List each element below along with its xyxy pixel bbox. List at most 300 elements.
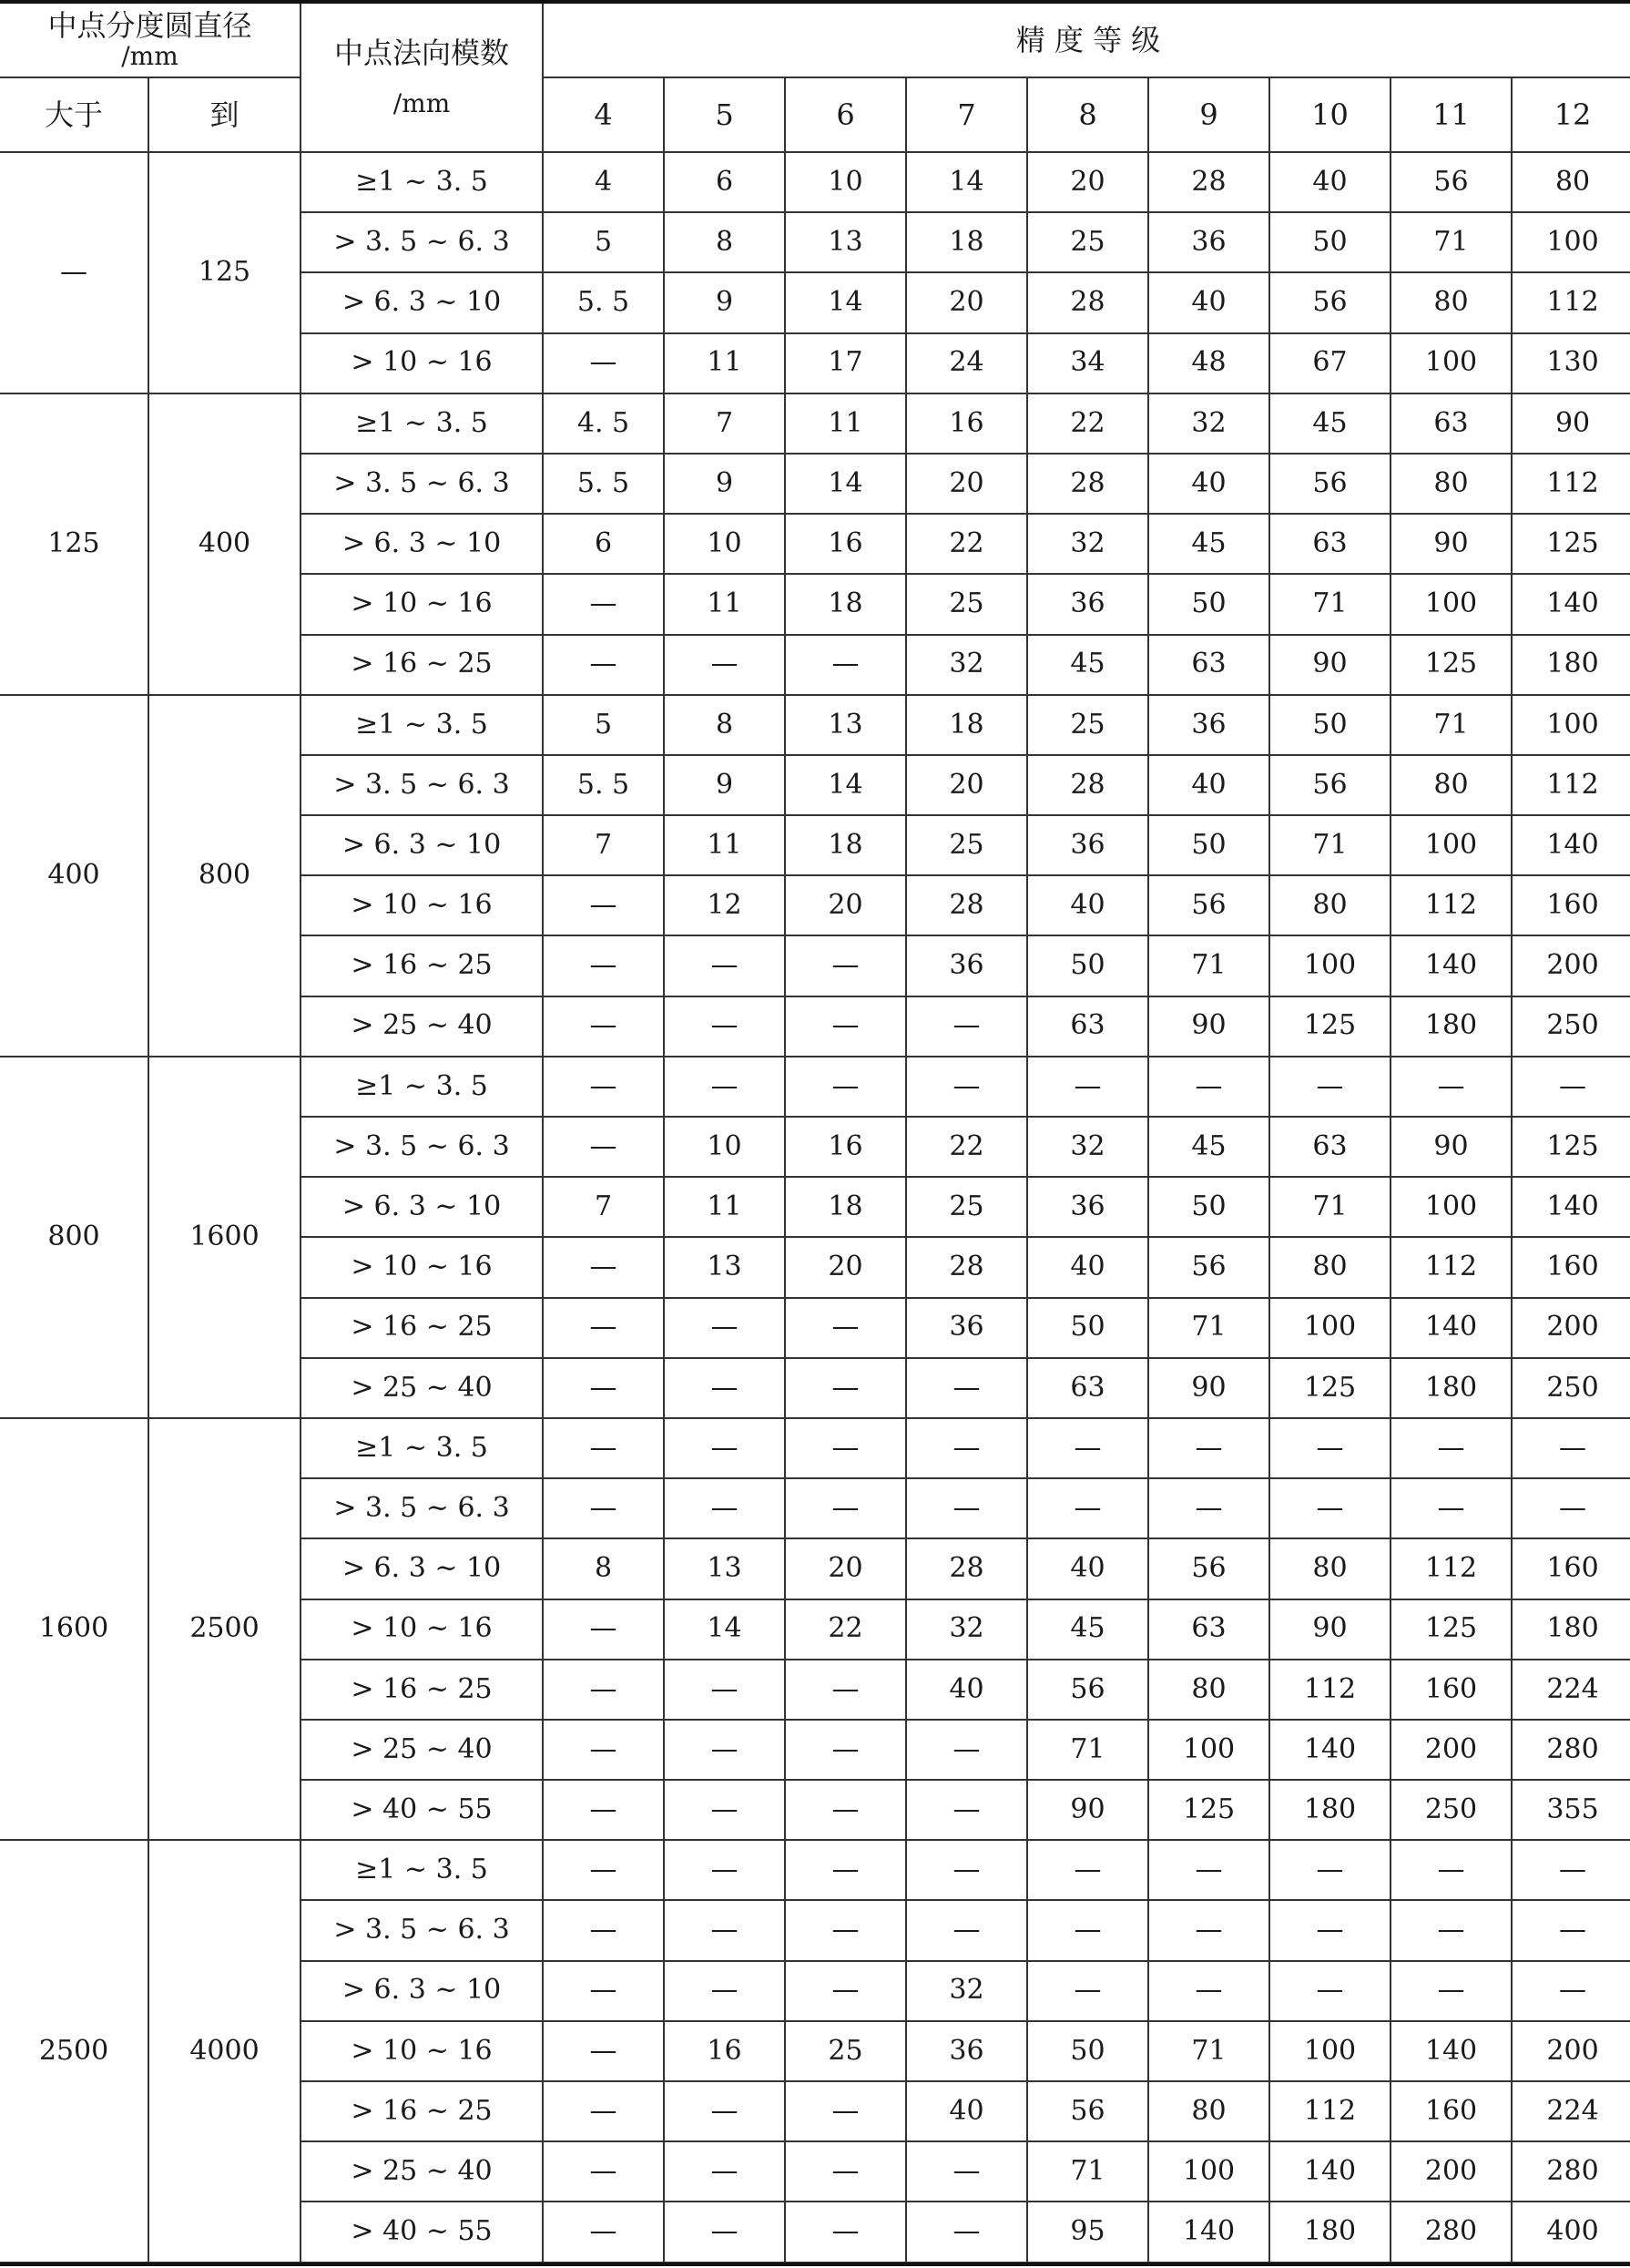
tolerance-value-cell: — [543,333,664,393]
tolerance-value-cell: — [906,2202,1027,2262]
tolerance-value-cell: 71 [1391,212,1512,272]
table-bottom-rule [0,2263,1630,2266]
tolerance-value-cell: — [664,2202,785,2262]
tolerance-value-cell: 22 [1027,393,1148,454]
grade-header-title: 精 度 等 级 [1015,22,1161,57]
module-range-cell: ≥1 ~ 3. 5 [301,393,543,454]
module-range-cell: ≥1 ~ 3. 5 [301,1840,543,1900]
tolerance-value-cell: — [543,1961,664,2021]
tolerance-value-cell: 100 [1269,935,1391,996]
tolerance-value-cell: 80 [1391,454,1512,514]
module-range-cell: ≥1 ~ 3. 5 [301,152,543,212]
tolerance-value-cell: 32 [906,1599,1027,1660]
tolerance-value-cell: — [664,2081,785,2141]
tolerance-value-cell: 12 [664,875,785,935]
grade-column-header: 10 [1269,77,1391,152]
tolerance-value-cell: — [1391,1840,1512,1900]
tolerance-value-cell: — [1148,1418,1269,1478]
tolerance-value-cell: — [1512,1057,1630,1117]
tolerance-value-cell: — [785,2141,906,2202]
tolerance-value-cell: 160 [1512,1237,1630,1297]
tolerance-table [0,4,1630,2263]
tolerance-value-cell: — [906,1840,1027,1900]
tolerance-value-cell: 71 [1027,1720,1148,1780]
tolerance-value-cell: — [1148,1900,1269,1960]
tolerance-value-cell: 18 [906,212,1027,272]
tolerance-value-cell: — [1148,1840,1269,1900]
tolerance-value-cell: — [1027,1900,1148,1960]
tolerance-value-cell: 28 [1027,272,1148,332]
tolerance-value-cell: 25 [785,2021,906,2081]
module-range-cell: > 10 ~ 16 [301,2021,543,2081]
tolerance-value-cell: 125 [1512,514,1630,574]
tolerance-value-cell: 71 [1269,815,1391,875]
tolerance-value-cell: — [1269,1478,1391,1538]
tolerance-value-cell: 100 [1269,2021,1391,2081]
tolerance-value-cell: 32 [1027,1117,1148,1177]
diameter-header-title: 中点分度圆直径 [47,7,252,43]
tolerance-value-cell: — [1027,1840,1148,1900]
tolerance-value-cell: 45 [1269,393,1391,454]
tolerance-value-cell: 7 [664,393,785,454]
tolerance-value-cell: 160 [1512,1538,1630,1599]
tolerance-value-cell: 100 [1391,1177,1512,1237]
tolerance-value-cell: 63 [1027,1358,1148,1418]
tolerance-value-cell: 112 [1269,1660,1391,1720]
tolerance-value-cell: 13 [664,1237,785,1297]
tolerance-value-cell: — [543,1057,664,1117]
tolerance-value-cell: — [1269,1057,1391,1117]
tolerance-value-cell: 5. 5 [543,454,664,514]
tolerance-value-cell: 80 [1148,1660,1269,1720]
module-range-cell: > 16 ~ 25 [301,2081,543,2141]
tolerance-value-cell: — [543,875,664,935]
tolerance-value-cell: — [906,2141,1027,2202]
tolerance-value-cell: 125 [1512,1117,1630,1177]
tolerance-value-cell: 28 [906,1538,1027,1599]
tolerance-value-cell: 28 [1027,454,1148,514]
tolerance-value-cell: 160 [1391,1660,1512,1720]
tolerance-value-cell: 17 [785,333,906,393]
tolerance-value-cell: 90 [1027,1780,1148,1840]
tolerance-value-cell: 112 [1512,755,1630,815]
tolerance-value-cell: 80 [1391,755,1512,815]
tolerance-value-cell: 200 [1391,1720,1512,1780]
tolerance-value-cell: 16 [906,393,1027,454]
tolerance-value-cell: 18 [906,695,1027,755]
tolerance-value-cell: 20 [785,1538,906,1599]
tolerance-value-cell: — [906,1358,1027,1418]
tolerance-value-cell: 14 [664,1599,785,1660]
module-range-cell: > 3. 5 ~ 6. 3 [301,755,543,815]
tolerance-value-cell: — [785,1900,906,1960]
tolerance-value-cell: — [785,996,906,1057]
tolerance-value-cell: 20 [906,454,1027,514]
tolerance-value-cell: 28 [1027,755,1148,815]
tolerance-value-cell: — [785,1358,906,1418]
tolerance-value-cell: — [785,2202,906,2262]
tolerance-value-cell: — [1269,1961,1391,2021]
tolerance-value-cell: 112 [1512,272,1630,332]
tolerance-value-cell: 14 [906,152,1027,212]
module-range-cell: > 16 ~ 25 [301,1660,543,1720]
tolerance-value-cell: 34 [1027,333,1148,393]
over-header: 大于 [0,77,148,152]
tolerance-value-cell: 125 [1269,996,1391,1057]
tolerance-value-cell: — [543,996,664,1057]
tolerance-value-cell: 50 [1027,1298,1148,1358]
tolerance-value-cell: 25 [906,1177,1027,1237]
tolerance-value-cell: — [664,1358,785,1418]
tolerance-value-cell: — [785,1780,906,1840]
tolerance-value-cell: 32 [1027,514,1148,574]
module-range-cell: > 6. 3 ~ 10 [301,272,543,332]
tolerance-value-cell: 36 [1148,212,1269,272]
tolerance-value-cell: 11 [664,574,785,634]
to-header: 到 [148,77,301,152]
diameter-to-cell: 400 [148,393,301,695]
tolerance-value-cell: — [785,1660,906,1720]
tolerance-value-cell: 63 [1027,996,1148,1057]
tolerance-value-cell: 140 [1391,2021,1512,2081]
tolerance-value-cell: 36 [1148,695,1269,755]
tolerance-value-cell: — [543,1478,664,1538]
diameter-header [0,4,301,77]
tolerance-value-cell: 250 [1391,1780,1512,1840]
tolerance-value-cell: 11 [664,1177,785,1237]
tolerance-value-cell: 5 [543,695,664,755]
tolerance-value-cell: — [785,1961,906,2021]
tolerance-value-cell: — [1148,1057,1269,1117]
grade-column-header: 7 [906,77,1027,152]
tolerance-value-cell: — [785,2081,906,2141]
tolerance-value-cell: — [543,1660,664,1720]
tolerance-value-cell: 71 [1027,2141,1148,2202]
tolerance-value-cell: 56 [1027,2081,1148,2141]
tolerance-value-cell: — [1027,1057,1148,1117]
module-range-cell: > 3. 5 ~ 6. 3 [301,1478,543,1538]
grade-column-header: 9 [1148,77,1269,152]
tolerance-value-cell: 20 [1027,152,1148,212]
tolerance-value-cell: 180 [1512,1599,1630,1660]
tolerance-value-cell: 67 [1269,333,1391,393]
module-range-cell: > 3. 5 ~ 6. 3 [301,1900,543,1960]
tolerance-value-cell: 56 [1269,755,1391,815]
tolerance-value-cell: — [785,1840,906,1900]
tolerance-value-cell: 50 [1148,574,1269,634]
tolerance-value-cell: 56 [1027,1660,1148,1720]
tolerance-value-cell: 50 [1269,695,1391,755]
diameter-to-cell: 1600 [148,1057,301,1418]
tolerance-value-cell: 125 [1391,1599,1512,1660]
tolerance-value-cell: — [664,935,785,996]
tolerance-value-cell: 100 [1391,574,1512,634]
tolerance-value-cell: — [906,1057,1027,1117]
grade-column-header: 12 [1512,77,1630,152]
tolerance-value-cell: 40 [1027,1538,1148,1599]
tolerance-value-cell: 140 [1512,815,1630,875]
tolerance-value-cell: 48 [1148,333,1269,393]
tolerance-value-cell: 90 [1269,635,1391,695]
tolerance-value-cell: 180 [1391,996,1512,1057]
tolerance-value-cell: 40 [906,1660,1027,1720]
tolerance-value-cell: 5 [543,212,664,272]
tolerance-value-cell: 7 [543,815,664,875]
tolerance-value-cell: — [543,2021,664,2081]
tolerance-value-cell: — [543,635,664,695]
tolerance-value-cell: — [543,2081,664,2141]
tolerance-value-cell: — [785,1478,906,1538]
tolerance-value-cell: 63 [1391,393,1512,454]
tolerance-value-cell: 180 [1512,635,1630,695]
module-range-cell: > 6. 3 ~ 10 [301,1961,543,2021]
diameter-over-cell: 125 [0,393,148,695]
tolerance-value-cell: — [1148,1961,1269,2021]
tolerance-value-cell: 10 [664,514,785,574]
tolerance-value-cell: — [664,1057,785,1117]
tolerance-value-cell: — [906,996,1027,1057]
tolerance-value-cell: — [1269,1418,1391,1478]
tolerance-value-cell: 16 [664,2021,785,2081]
tolerance-value-cell: 50 [1027,2021,1148,2081]
tolerance-value-cell: — [664,1961,785,2021]
tolerance-value-cell: — [785,1720,906,1780]
module-range-cell: > 25 ~ 40 [301,1358,543,1418]
tolerance-value-cell: 11 [664,815,785,875]
tolerance-value-cell: 14 [785,272,906,332]
tolerance-value-cell: 8 [543,1538,664,1599]
tolerance-value-cell: — [1512,1961,1630,2021]
tolerance-value-cell: — [543,574,664,634]
diameter-over-cell: 400 [0,695,148,1057]
module-range-cell: > 25 ~ 40 [301,1720,543,1780]
module-range-cell: > 10 ~ 16 [301,1237,543,1297]
tolerance-value-cell: — [664,1840,785,1900]
tolerance-value-cell: 8 [664,695,785,755]
tolerance-value-cell: 250 [1512,1358,1630,1418]
tolerance-value-cell: 10 [785,152,906,212]
tolerance-value-cell: — [1512,1900,1630,1960]
tolerance-value-cell: 45 [1148,514,1269,574]
tolerance-value-cell: — [543,2141,664,2202]
tolerance-value-cell: 56 [1269,454,1391,514]
tolerance-value-cell: 4. 5 [543,393,664,454]
tolerance-value-cell: — [785,1418,906,1478]
tolerance-value-cell: 16 [785,1117,906,1177]
tolerance-value-cell: 24 [906,333,1027,393]
tolerance-value-cell: 32 [1148,393,1269,454]
tolerance-value-cell: 22 [906,1117,1027,1177]
tolerance-value-cell: 200 [1512,1298,1630,1358]
tolerance-value-cell: 32 [906,635,1027,695]
module-range-cell: > 16 ~ 25 [301,935,543,996]
diameter-to-cell: 4000 [148,1840,301,2262]
tolerance-value-cell: 140 [1391,1298,1512,1358]
tolerance-value-cell: — [543,1900,664,1960]
tolerance-value-cell: — [906,1478,1027,1538]
tolerance-value-cell: 40 [1269,152,1391,212]
tolerance-value-cell: — [664,1720,785,1780]
tolerance-value-cell: 20 [785,875,906,935]
tolerance-value-cell: 40 [1148,272,1269,332]
diameter-to-cell: 125 [148,152,301,393]
tolerance-value-cell: 45 [1027,1599,1148,1660]
tolerance-value-cell: 200 [1512,935,1630,996]
tolerance-value-cell: 36 [1027,574,1148,634]
tolerance-value-cell: 100 [1148,1720,1269,1780]
tolerance-value-cell: — [1391,1418,1512,1478]
module-range-cell: > 16 ~ 25 [301,1298,543,1358]
tolerance-value-cell: 20 [785,1237,906,1297]
tolerance-value-cell: 10 [664,1117,785,1177]
module-range-cell: > 16 ~ 25 [301,635,543,695]
tolerance-value-cell: 100 [1512,212,1630,272]
tolerance-value-cell: 40 [1148,755,1269,815]
tolerance-value-cell: 14 [785,454,906,514]
table-row [0,1057,1630,1117]
tolerance-value-cell: 36 [906,2021,1027,2081]
tolerance-value-cell: 160 [1512,875,1630,935]
tolerance-value-cell: 18 [785,574,906,634]
tolerance-value-cell: 32 [906,1961,1027,2021]
tolerance-value-cell: 8 [664,212,785,272]
tolerance-value-cell: 50 [1027,935,1148,996]
module-range-cell: > 10 ~ 16 [301,333,543,393]
tolerance-value-cell: — [785,1298,906,1358]
tolerance-value-cell: 140 [1148,2202,1269,2262]
tolerance-value-cell: 18 [785,1177,906,1237]
tolerance-value-cell: 95 [1027,2202,1148,2262]
tolerance-value-cell: 125 [1148,1780,1269,1840]
tolerance-value-cell: — [543,1720,664,1780]
tolerance-value-cell: 80 [1269,1538,1391,1599]
tolerance-value-cell: 63 [1269,514,1391,574]
tolerance-value-cell: 400 [1512,2202,1630,2262]
tolerance-value-cell: — [664,1298,785,1358]
tolerance-value-cell: 25 [1027,695,1148,755]
tolerance-value-cell: — [1391,1900,1512,1960]
tolerance-value-cell: 50 [1148,1177,1269,1237]
tolerance-value-cell: 28 [1148,152,1269,212]
diameter-over-cell: 2500 [0,1840,148,2262]
tolerance-value-cell: — [1027,1961,1148,2021]
tolerance-value-cell: 4 [543,152,664,212]
tolerance-value-cell: 56 [1148,875,1269,935]
tolerance-value-cell: 90 [1148,1358,1269,1418]
tolerance-value-cell: 280 [1512,2141,1630,2202]
tolerance-value-cell: 90 [1391,514,1512,574]
tolerance-value-cell: 6 [543,514,664,574]
tolerance-value-cell: 22 [785,1599,906,1660]
table-row [0,1418,1630,1478]
tolerance-value-cell: 9 [664,272,785,332]
tolerance-value-cell: 71 [1148,1298,1269,1358]
tolerance-value-cell: 20 [906,755,1027,815]
tolerance-value-cell: — [1512,1478,1630,1538]
tolerance-value-cell: 130 [1512,333,1630,393]
tolerance-value-cell: — [543,1780,664,1840]
module-range-cell: > 6. 3 ~ 10 [301,1177,543,1237]
grade-header [543,4,1630,77]
tolerance-value-cell: — [785,935,906,996]
tolerance-value-cell: 140 [1512,1177,1630,1237]
tolerance-value-cell: — [543,1840,664,1900]
tolerance-value-cell: 80 [1269,875,1391,935]
grade-column-header: 4 [543,77,664,152]
tolerance-value-cell: — [1027,1418,1148,1478]
tolerance-value-cell: 71 [1391,695,1512,755]
tolerance-value-cell: 80 [1512,152,1630,212]
tolerance-value-cell: — [1148,1478,1269,1538]
tolerance-value-cell: 36 [906,935,1027,996]
tolerance-value-cell: 6 [664,152,785,212]
tolerance-value-cell: — [906,1418,1027,1478]
tolerance-value-cell: 9 [664,755,785,815]
table-row [0,695,1630,755]
tolerance-value-cell: — [1027,1478,1148,1538]
tolerance-value-cell: 9 [664,454,785,514]
tolerance-value-cell: 180 [1269,2202,1391,2262]
tolerance-value-cell: 224 [1512,1660,1630,1720]
tolerance-value-cell: 40 [1148,454,1269,514]
tolerance-value-cell: 25 [1027,212,1148,272]
tolerance-value-cell: 36 [1027,815,1148,875]
tolerance-value-cell: — [543,935,664,996]
tolerance-value-cell: 13 [664,1538,785,1599]
module-range-cell: > 6. 3 ~ 10 [301,815,543,875]
tolerance-value-cell: 71 [1148,2021,1269,2081]
tolerance-value-cell: 50 [1148,815,1269,875]
module-range-cell: > 25 ~ 40 [301,996,543,1057]
tolerance-value-cell: 180 [1391,1358,1512,1418]
tolerance-value-cell: 7 [543,1177,664,1237]
tolerance-value-cell: 56 [1391,152,1512,212]
tolerance-value-cell: 45 [1027,635,1148,695]
tolerance-value-cell: 40 [1027,1237,1148,1297]
tolerance-value-cell: 71 [1269,574,1391,634]
tolerance-value-cell: 200 [1391,2141,1512,2202]
tolerance-value-cell: 140 [1512,574,1630,634]
tolerance-value-cell: — [1512,1418,1630,1478]
tolerance-value-cell: 90 [1391,1117,1512,1177]
diameter-over-cell: — [0,152,148,393]
tolerance-value-cell: — [543,1418,664,1478]
tolerance-value-cell: 13 [785,212,906,272]
tolerance-value-cell: 28 [906,875,1027,935]
tolerance-value-cell: 45 [1148,1117,1269,1177]
module-range-cell: > 3. 5 ~ 6. 3 [301,212,543,272]
tolerance-value-cell: 25 [906,815,1027,875]
tolerance-value-cell: — [906,1720,1027,1780]
tolerance-value-cell: 112 [1512,454,1630,514]
tolerance-value-cell: 63 [1269,1117,1391,1177]
module-range-cell: > 6. 3 ~ 10 [301,1538,543,1599]
tolerance-value-cell: 100 [1512,695,1630,755]
tolerance-value-cell: 13 [785,695,906,755]
module-header-unit: /mm [392,88,451,119]
tolerance-value-cell: 40 [1027,875,1148,935]
grade-column-header: 11 [1391,77,1512,152]
tolerance-value-cell: — [543,1237,664,1297]
tolerance-value-cell: — [664,1660,785,1720]
grade-column-header: 6 [785,77,906,152]
module-header-title: 中点法向模数 [334,35,510,70]
tolerance-value-cell: 200 [1512,2021,1630,2081]
tolerance-value-cell: 100 [1391,815,1512,875]
tolerance-value-cell: — [543,2202,664,2262]
tolerance-value-cell: — [1391,1478,1512,1538]
tolerance-value-cell: 71 [1269,1177,1391,1237]
